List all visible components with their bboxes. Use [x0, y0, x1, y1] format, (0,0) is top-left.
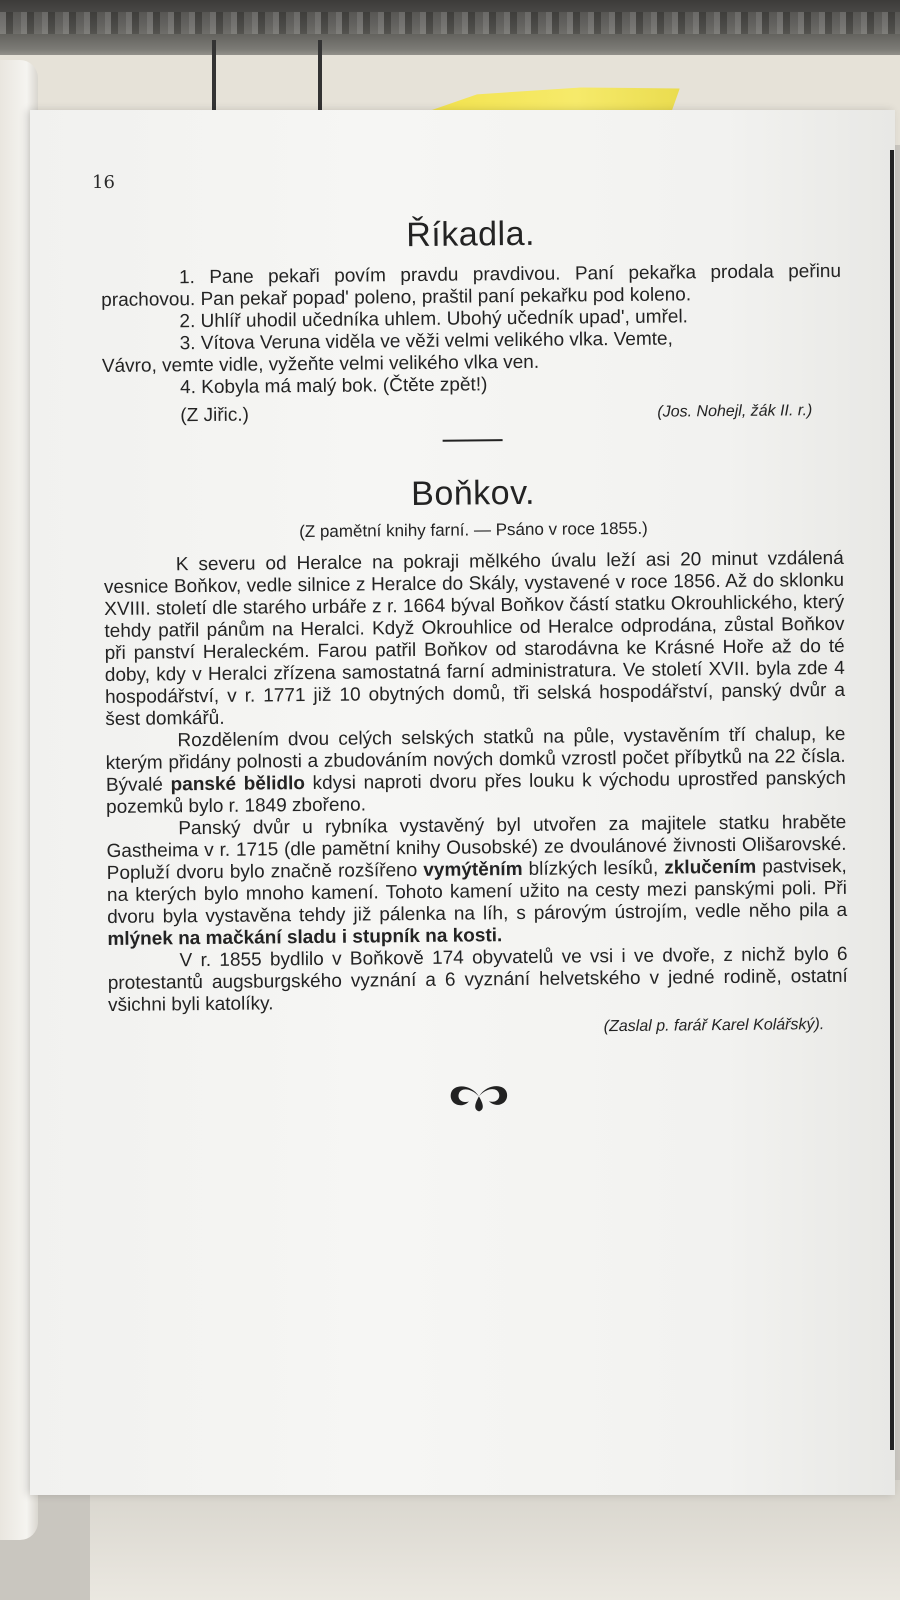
text-run: Rozdělením dvou celých selských statků na půle, vystavěním tří chalup, ke kterým přidány polnosti a zbudováním nových domků vzrostl počet příbytků na 22 čísla. Bývalé — [105, 723, 846, 796]
riddles-signature-row — [102, 399, 842, 429]
text-run: Panský dvůr u rybníka vystavěný byl utvořen za majitele statku hraběte Gastheima v r. 1715 (dle pamětní knihy Ousobské) ze dvoulánové živnosti Olišarovské. Popluží dvoru bylo značně rozšířeno — [106, 811, 847, 884]
text-run: kdysi naproti dvoru přes louku k východu uprostřed panských pozemků bylo r. 1849 zbořeno. — [106, 767, 846, 818]
bold-term: mlýnek na mačkání sladu i stupník na kosti. — [107, 925, 503, 950]
binding-line — [212, 40, 216, 110]
riddle-item: 4. Kobyla má malý bok. (Čtěte zpět!) — [179, 374, 488, 399]
article-paragraph: V r. 1855 bydlilo v Boňkově 174 obyvatelů ve vsi i ve dvoře, z nichž bylo 6 protestantů augsburgského vyznání a 6 vyznání helvetského v jedné rodině, ostatní všichni byli katolíky. — [107, 943, 848, 1016]
section-divider — [443, 439, 503, 442]
section-title-bonkov: Boňkov. — [411, 473, 536, 514]
text-run: blízkých lesíků, — [522, 857, 665, 880]
riddles-list — [101, 261, 842, 400]
article-credit: (Zaslal p. farář Karel Kolářský). — [603, 1016, 825, 1036]
section-subtitle: (Z pamětní knihy farní. — Psáno v roce 1855.) — [299, 518, 648, 542]
riddles-source: (Z Jiřic.) — [180, 404, 250, 427]
riddle-item: 2. Uhlíř uhodil učedníka uhlem. Ubohý učedník upad', umřel. — [179, 306, 689, 333]
page-bottom-stack — [90, 1480, 900, 1600]
section-title-rikadla: Říkadla. — [406, 214, 536, 255]
fleuron-ornament-icon — [109, 1076, 849, 1123]
article-paragraph: K severu od Heralce na pokraji mělkého úvalu leží asi 20 minut vzdálená vesnice Boňkov, vedle silnice z Heralce do Skály, vystavené v roce 1856. Až do sklonku XVIII. století dle starého urbáře z r. 1664 býval Boňkov částí statku Okrouhlického, který tehdy patřil pánům na Heralci. Když Okrouhlice od Heralce odprodána, zůstal Boňkov při panství Heraleckém. Farou patřil Boňkov od starodávna ke Krásné Hoře až do té doby, kdy v Heralci zřízena samostatná farní administratura. Ve století XVII. byla zde 4 hospodářství, v r. 1771 již 10 obytných domů, tři selská hospodářství, panský dvůr a šest domkářů. — [103, 547, 846, 730]
text-run: pastvisek, na kterých bylo mnoho kamení. Tohoto kamení užito na cesty mezi panskými poli. Při dvoru byla vystavěna tehdy již pálenka na líh, s párovým ústrojím, vedle něho pila a — [106, 855, 848, 928]
binding-line — [318, 40, 322, 110]
page-number: 16 — [92, 172, 115, 193]
article-paragraph — [106, 812, 847, 951]
page-content — [100, 163, 849, 1123]
article-paragraph — [105, 724, 846, 819]
article-body — [104, 548, 848, 1017]
bold-term: vymýtěním — [423, 858, 523, 881]
riddle-item: 3. Vítova Veruna viděla ve věži velmi velikého vlka. Vemte, — [179, 328, 673, 355]
bold-term: zklučením — [664, 856, 757, 879]
riddle-item: 1. Pane pekaři povím pravdu pravdivou. Paní pekařka prodala peřinu prachovou. Pan pekař popad' poleno, praštil paní pekařku pod koleno. — [101, 260, 842, 311]
riddles-author: (Jos. Nohejl, žák II. r.) — [657, 402, 813, 421]
book-page — [30, 110, 895, 1495]
page-edge-shadow — [890, 150, 894, 1450]
bold-term: panské bělidlo — [170, 773, 306, 796]
riddle-item-continued: Vávro, vemte vidle, vyžeňte velmi velikého vlka ven. — [101, 351, 540, 377]
